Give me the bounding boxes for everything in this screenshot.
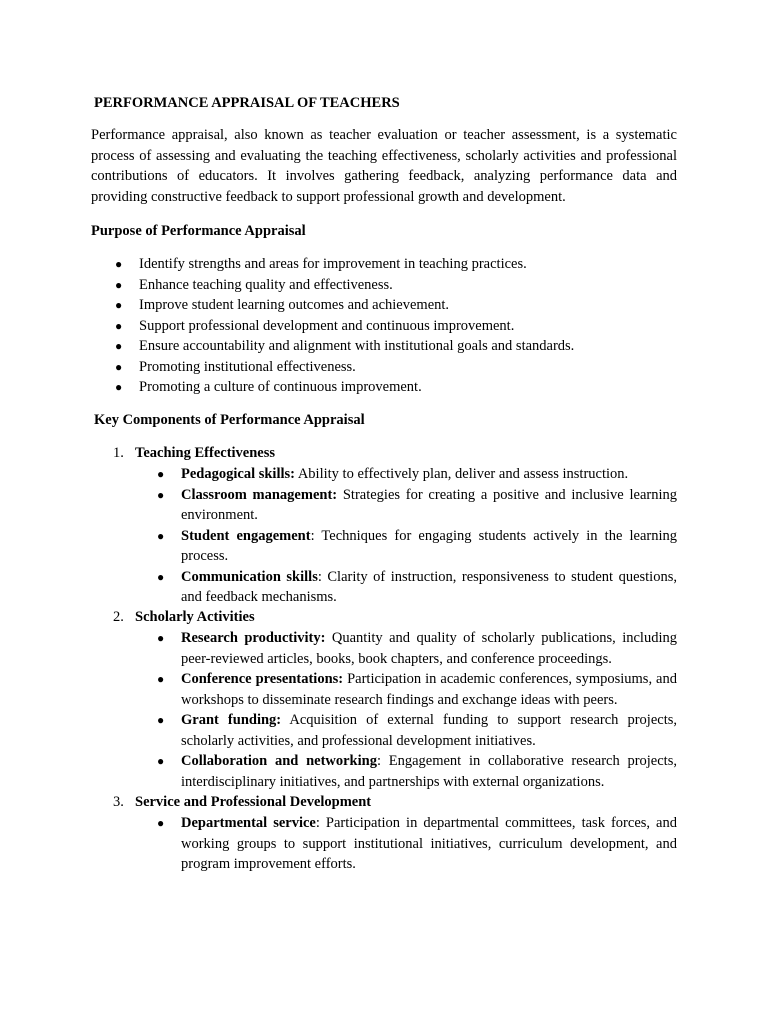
list-item: ● Improve student learning outcomes and achievement.	[91, 295, 677, 316]
page-title: PERFORMANCE APPRAISAL OF TEACHERS	[94, 95, 400, 111]
section-scholarly-activities	[113, 607, 255, 628]
list-item: ● Enhance teaching quality and effectiveness.	[91, 275, 677, 296]
list-item: ● Communication skills: Clarity of instruction, responsiveness to student questions, and feedback mechanisms.	[157, 568, 677, 605]
list-item: ● Grant funding: Acquisition of external funding to support research projects, scholarly activities, and professional development initiatives.	[157, 712, 677, 749]
bullet-icon: ●	[157, 672, 165, 686]
section-service-professional-development	[113, 792, 371, 813]
section-teaching-effectiveness	[113, 443, 275, 464]
bullet-icon: ●	[115, 339, 123, 353]
section-label: Scholarly Activities	[135, 609, 255, 625]
components-heading: Key Components of Performance Appraisal	[94, 412, 365, 428]
bullet-icon: ●	[157, 713, 165, 727]
list-item: ● Collaboration and networking: Engagement in collaborative research projects, interdisciplinary initiatives, and partnerships with external organizations.	[157, 753, 677, 790]
teaching-effectiveness-list	[157, 464, 677, 608]
section-number: 1.	[113, 445, 124, 461]
purpose-heading: Purpose of Performance Appraisal	[91, 223, 306, 239]
section-label: Service and Professional Development	[135, 794, 372, 810]
bullet-icon: ●	[157, 467, 165, 481]
list-item: ● Student engagement: Techniques for engaging students actively in the learning process.	[157, 527, 677, 564]
list-item: ● Promoting a culture of continuous improvement.	[91, 377, 677, 398]
service-list	[157, 813, 677, 875]
list-item: ● Classroom management: Strategies for creating a positive and inclusive learning environment.	[157, 486, 677, 523]
bullet-icon: ●	[157, 631, 165, 645]
section-number: 2.	[113, 609, 124, 625]
list-item: ● Conference presentations: Participation in academic conferences, symposiums, and workshops to disseminate research findings and exchange ideas with peers.	[157, 671, 677, 708]
list-item: ● Ensure accountability and alignment with institutional goals and standards.	[91, 336, 677, 357]
intro-paragraph: Performance appraisal, also known as teacher evaluation or teacher assessment, is a systematic process of assessing and evaluating the teaching effectiveness, scholarly activities and professional contributions of educators. It involves gathering feedback, analyzing performance data and providing constructive feedback to support professional growth and development.	[91, 127, 677, 205]
scholarly-activities-list	[157, 628, 677, 792]
list-item: ● Identify strengths and areas for improvement in teaching practices.	[91, 254, 677, 275]
bullet-icon: ●	[115, 257, 123, 271]
bullet-icon: ●	[115, 318, 123, 333]
bullet-icon: ●	[115, 277, 123, 292]
bullet-icon: ●	[157, 528, 165, 543]
section-label: Teaching Effectiveness	[135, 445, 276, 461]
bullet-icon: ●	[157, 754, 165, 768]
list-item: ● Support professional development and continuous improvement.	[91, 316, 677, 337]
bullet-icon: ●	[157, 816, 165, 830]
bullet-icon: ●	[115, 380, 123, 394]
bullet-icon: ●	[157, 569, 165, 584]
list-item: ● Promoting institutional effectiveness.	[91, 357, 677, 378]
list-item: ● Departmental service: Participation in departmental committees, task forces, and working groups to support institutional initiatives, curriculum development, and program improvement efforts.	[157, 815, 677, 872]
bullet-icon: ●	[115, 298, 123, 312]
section-number: 3.	[113, 794, 124, 810]
purpose-list	[91, 254, 677, 398]
bullet-icon: ●	[115, 359, 123, 374]
bullet-icon: ●	[157, 487, 165, 502]
list-item: ● Research productivity: Quantity and quality of scholarly publications, including peer-reviewed articles, books, book chapters, and conference proceedings.	[157, 630, 677, 667]
list-item: ● Pedagogical skills: Ability to effectively plan, deliver and assess instruction.	[157, 464, 677, 485]
